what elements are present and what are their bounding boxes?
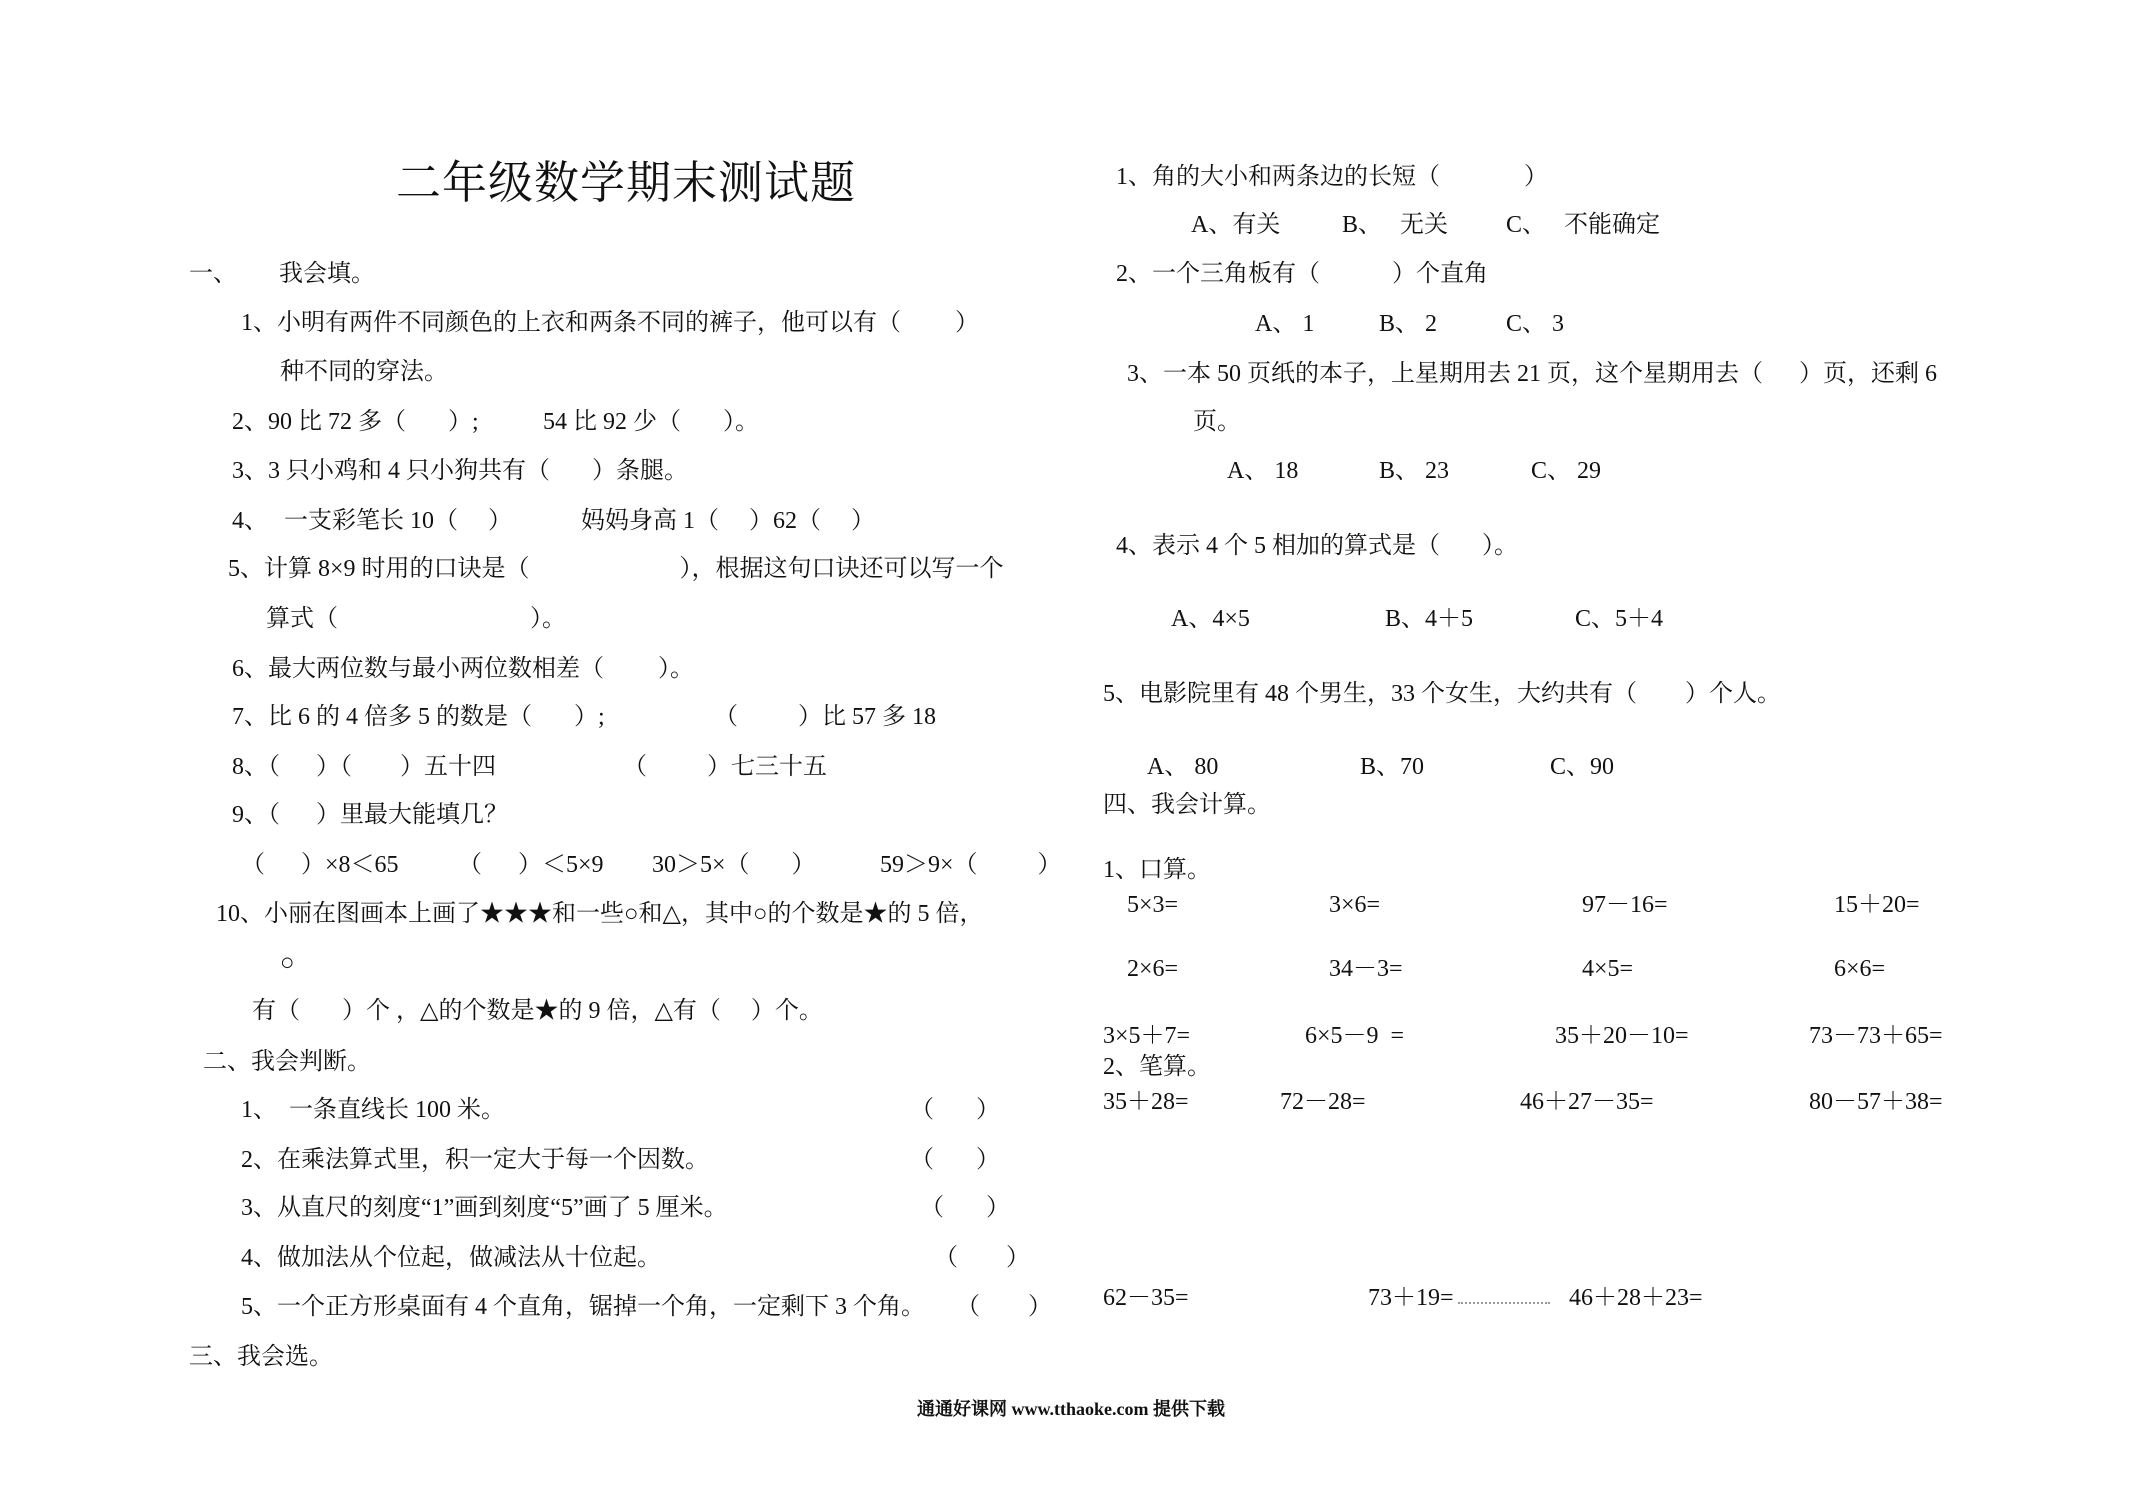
fill-q9-prompt: 9、（ ）里最大能填几？ [232, 802, 508, 828]
judge-item-2-answer: （ ） [910, 1147, 1000, 1173]
choose-q1: 1、角的大小和两条边的长短（ ） [1116, 164, 1548, 190]
fill-q6: 6、最大两位数与最小两位数相差（ ）。 [232, 656, 694, 682]
choose-q2: 2、一个三角板有（ ）个直角 [1116, 261, 1488, 287]
judge-item-5-text: 5、一个正方形桌面有 4 个直角，锯掉一个角，一定剩下 3 个角。 [241, 1294, 925, 1320]
oral-calc-item: 2×6= [1127, 956, 1179, 982]
oral-calc-item: 97－16= [1582, 892, 1668, 918]
choose-q2-option-a: A、 1 [1255, 311, 1315, 337]
choose-q2-option-b: B、 2 [1379, 311, 1438, 337]
oral-calc-item: 35＋20－10= [1555, 1023, 1689, 1049]
written-calc-item: 80－57＋38= [1809, 1089, 1943, 1115]
written-calc-item: 72－28= [1280, 1089, 1366, 1115]
oral-calc-item: 34－3= [1329, 956, 1403, 982]
judge-item-5-answer: （ ） [956, 1294, 1052, 1320]
oral-calc-label: 1、口算。 [1103, 857, 1211, 883]
fill-q5-line2: 算式（ ）。 [266, 606, 566, 632]
page-footer: 通通好课网 www.tthaoke.com 提供下载 [917, 1399, 1225, 1419]
fill-q5-line1: 5、计算 8×9 时用的口诀是（ ），根据这句口诀还可以写一个 [228, 556, 1004, 582]
choose-q4-option-c: C、5＋4 [1575, 606, 1664, 632]
choose-q4-option-a: A、4×5 [1171, 606, 1250, 632]
judge-item-1-answer: （ ） [910, 1097, 1000, 1123]
choose-q3-line1: 3、一本 50 页纸的本子，上星期用去 21 页，这个星期用去（ ）页，还剩 6 [1127, 361, 1937, 387]
oral-calc-item: 5×3= [1127, 892, 1179, 918]
fill-q2-part2: 54 比 92 少（ ）。 [543, 409, 759, 435]
choose-q5-option-a: A、 80 [1147, 754, 1219, 780]
oral-calc-item: 6×6= [1834, 956, 1886, 982]
fill-q7-part2: （ ）比 57 多 18 [714, 704, 936, 730]
fill-q9-expr2: （ ）＜5×9 [458, 852, 604, 878]
fill-q9-expr3: 30＞5×（ ） [652, 852, 816, 878]
fill-q10-line3: 有（ ）个 ，△的个数是★的 9 倍，△有（ ）个。 [252, 998, 823, 1024]
section-fill-number: 一、 [189, 261, 237, 287]
choose-q1-option-b: B、 无关 [1342, 212, 1449, 238]
choose-q3-option-b: B、 23 [1379, 458, 1450, 484]
choose-q5-option-c: C、90 [1550, 754, 1615, 780]
choose-q3-option-a: A、 18 [1227, 458, 1299, 484]
fill-q9-expr4: 59＞9×（ ） [880, 852, 1062, 878]
oral-calc-item: 3×5＋7= [1103, 1023, 1191, 1049]
fill-q10-line2: ○ [280, 950, 295, 976]
written-calc-item: 62－35= [1103, 1285, 1189, 1311]
section-judge-heading: 二、我会判断。 [203, 1049, 371, 1075]
fill-q4-part1: 一支彩笔长 10（ ） [284, 508, 512, 534]
written-calc-item: 46＋27－35= [1520, 1089, 1654, 1115]
dotted-leader [1458, 1302, 1550, 1304]
choose-q4-option-b: B、4＋5 [1385, 606, 1474, 632]
written-calc-item: 73＋19= [1368, 1285, 1454, 1311]
oral-calc-item: 3×6= [1329, 892, 1381, 918]
written-calc-item: 46＋28＋23= [1569, 1285, 1703, 1311]
judge-item-4-answer: （ ） [934, 1245, 1030, 1271]
oral-calc-item: 15＋20= [1834, 892, 1920, 918]
fill-q1-line1: 1、小明有两件不同颜色的上衣和两条不同的裤子，他可以有（ ） [241, 310, 979, 336]
section-compute-heading: 四、我会计算。 [1103, 792, 1271, 818]
judge-item-4-text: 4、做加法从个位起，做减法从十位起。 [241, 1245, 661, 1271]
choose-q1-option-c: C、 不能确定 [1506, 212, 1661, 238]
choose-q1-option-a: A、有关 [1191, 212, 1281, 238]
choose-q3-line2: 页。 [1193, 409, 1241, 435]
section-choose-heading: 三、我会选。 [189, 1344, 333, 1370]
written-calc-label: 2、笔算。 [1103, 1054, 1211, 1080]
fill-q9-expr1: （ ）×8＜65 [241, 852, 399, 878]
fill-q7-part1: 7、比 6 的 4 倍多 5 的数是（ ）; [232, 704, 605, 730]
oral-calc-item: 4×5= [1582, 956, 1634, 982]
section-fill-heading: 我会填。 [279, 261, 375, 287]
fill-q3: 3、3 只小鸡和 4 只小狗共有（ ）条腿。 [232, 458, 688, 484]
exam-title: 二年级数学期末测试题 [396, 158, 857, 208]
fill-q4-part2: 妈妈身高 1（ ）62（ ） [581, 508, 875, 534]
fill-q4-number: 4、 [232, 508, 268, 534]
fill-q8-part2: （ ）七三十五 [623, 754, 827, 780]
choose-q2-option-c: C、 3 [1506, 311, 1565, 337]
fill-q1-line2: 种不同的穿法。 [280, 359, 448, 385]
judge-item-1-text: 1、 一条直线长 100 米。 [241, 1097, 505, 1123]
judge-item-3-text: 3、从直尺的刻度“1”画到刻度“5”画了 5 厘米。 [241, 1195, 728, 1221]
choose-q5: 5、电影院里有 48 个男生，33 个女生，大约共有（ ）个人。 [1103, 681, 1781, 707]
fill-q10-line1: 10、小丽在图画本上画了★★★和一些○和△，其中○的个数是★的 5 倍， [216, 901, 984, 927]
written-calc-item: 35＋28= [1103, 1089, 1189, 1115]
fill-q2-part1: 2、90 比 72 多（ ）; [232, 409, 479, 435]
oral-calc-item: 73－73＋65= [1809, 1023, 1943, 1049]
choose-q3-option-c: C、 29 [1531, 458, 1602, 484]
judge-item-3-answer: （ ） [920, 1195, 1010, 1221]
fill-q8-part1: 8、（ ）（ ）五十四 [232, 754, 496, 780]
judge-item-2-text: 2、在乘法算式里，积一定大于每一个因数。 [241, 1147, 709, 1173]
choose-q4: 4、表示 4 个 5 相加的算式是（ ）。 [1116, 533, 1518, 559]
oral-calc-item: 6×5－9 = [1305, 1023, 1405, 1049]
choose-q5-option-b: B、70 [1360, 754, 1425, 780]
